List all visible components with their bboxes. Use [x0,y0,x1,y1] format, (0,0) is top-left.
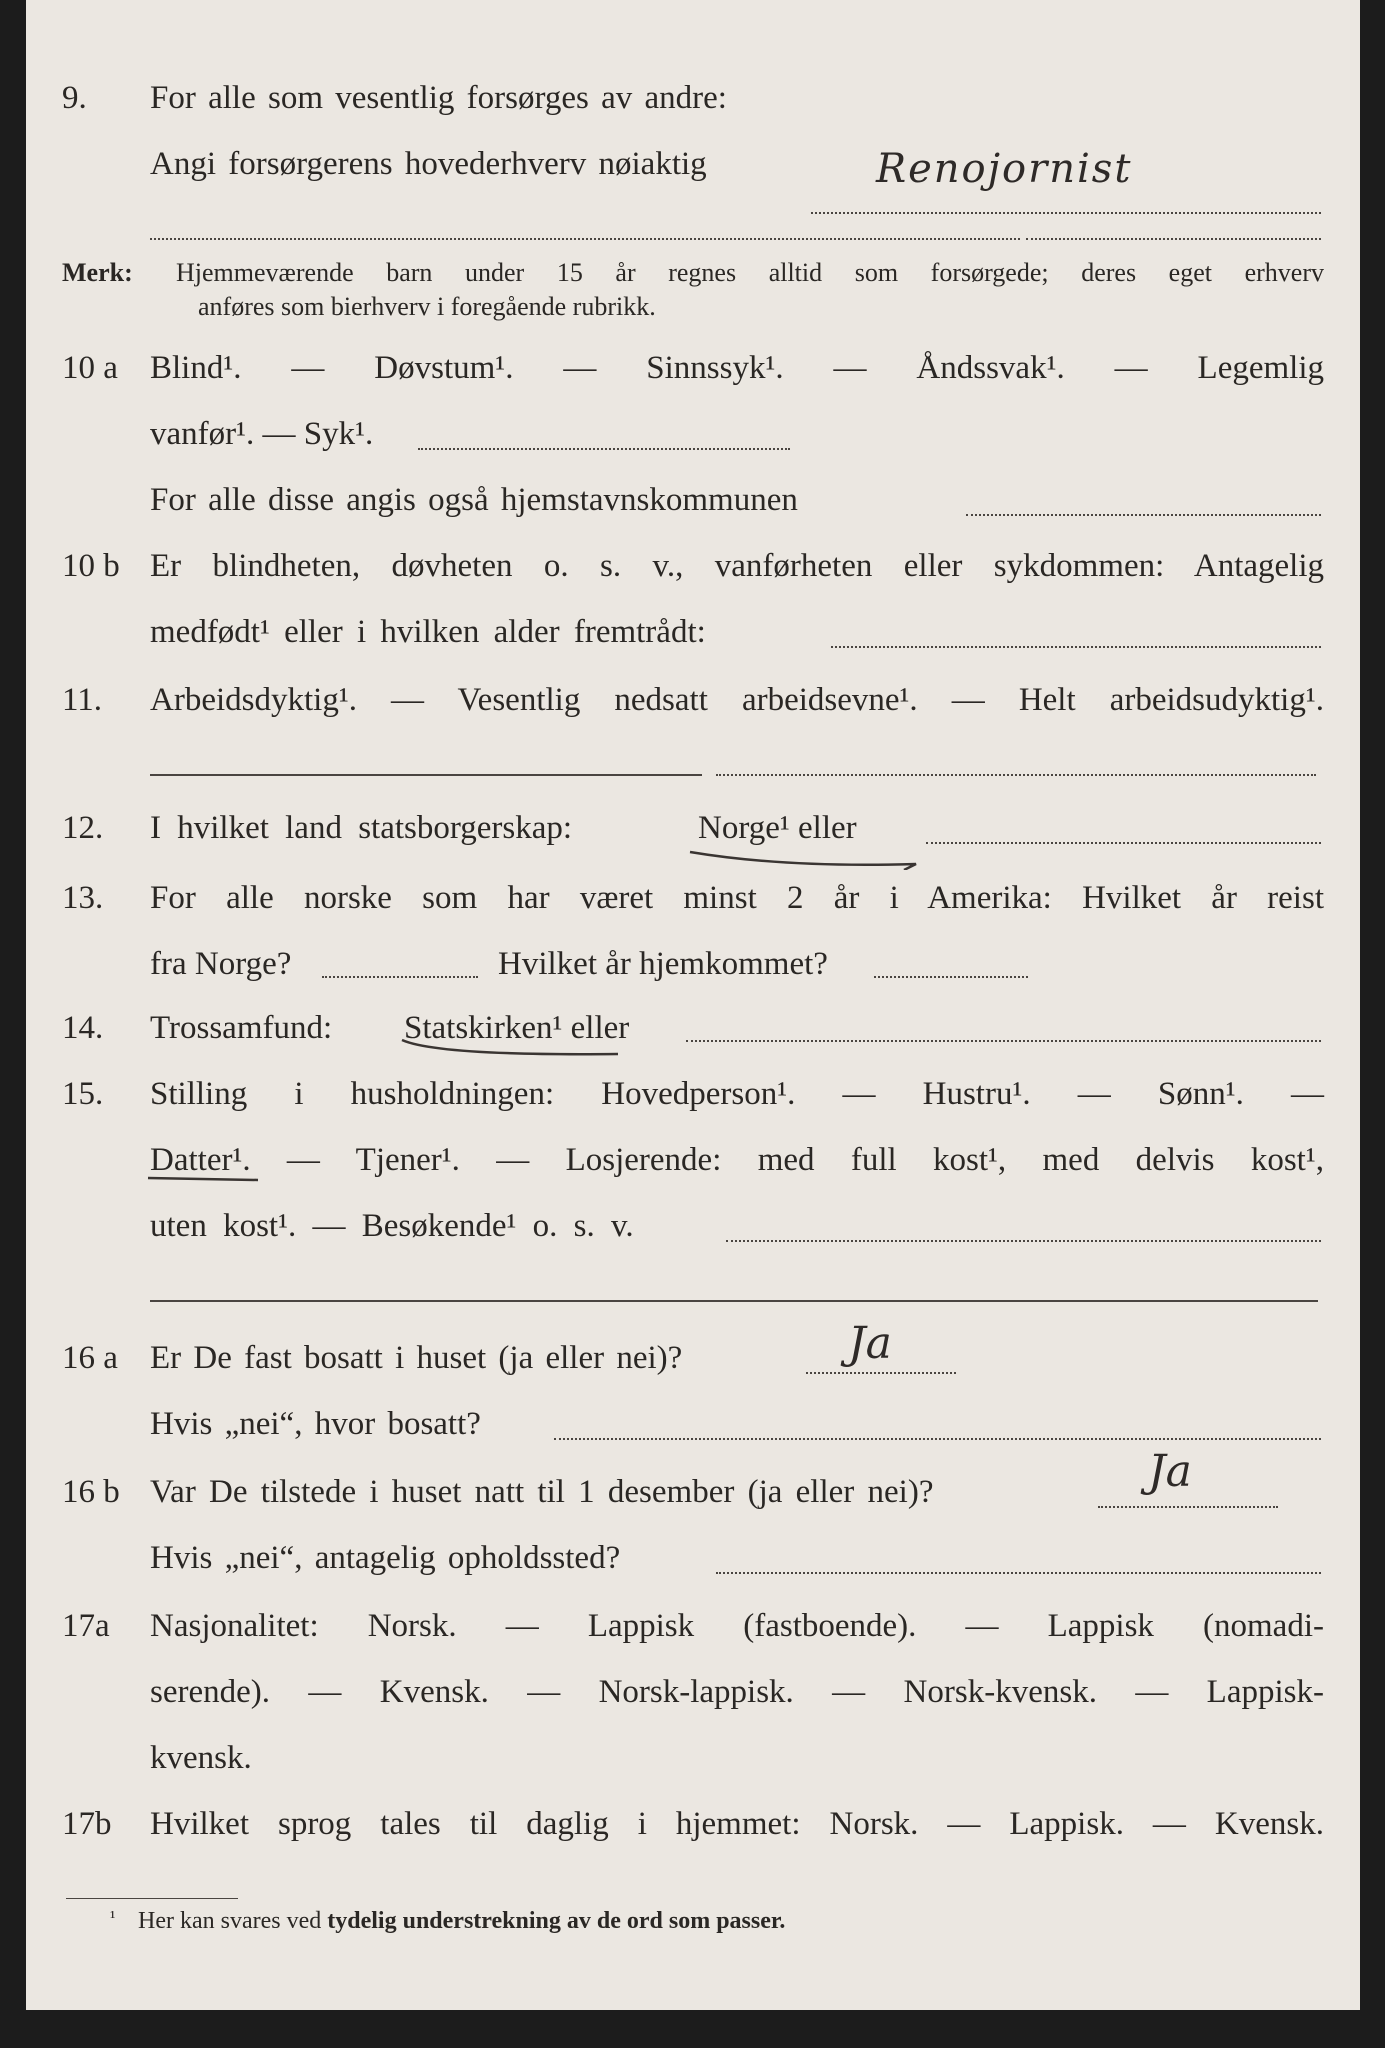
q12-number: 12. [62,810,104,846]
q9-handwritten-answer: Renojornist [876,146,1133,192]
q15-rule [150,1300,1318,1302]
q9-line-1 [26,76,1360,120]
q14-dotline [686,1040,1321,1042]
q16a-handwritten-answer: Ja [848,1318,892,1369]
q10b-alder-dotline [831,646,1321,648]
q9-number: 9. [62,80,87,116]
q17a-text-3: kvensk. [150,1740,252,1776]
q16a-text-2: Hvis „nei“, hvor bosatt? [150,1406,481,1442]
q11-line-1 [26,678,1360,722]
q10a-kommune-dotline [966,514,1321,516]
q11-rule-2 [716,774,1316,776]
q13-reist-dotline [322,976,478,978]
merk-text-2: anføres som bierhverv i foregående rubrikk. [198,292,656,321]
q14-text-1: Trossamfund: [150,1010,333,1046]
q16a-number: 16 a [62,1340,118,1376]
q11-number: 11. [62,682,103,718]
q13-text-2a: fra Norge? [150,946,292,982]
q13-line-2 [26,942,1360,986]
q12-underline-mark [686,840,926,870]
q17b-number: 17b [62,1806,112,1842]
merk-text-1: Hjemmeværende barn under 15 år regnes alltid som forsørgede; deres eget erhverv [176,258,1324,287]
q9-text-2: Angi forsørgerens hovederhverv nøiaktig [150,146,707,182]
q9-line-2 [26,142,1360,186]
footnote-marker: ¹ [110,1907,116,1927]
q10a-line-1 [26,346,1360,390]
q10b-text-1: Er blindheten, døvheten o. s. v., vanførheten eller sykdommen: Antagelig [150,548,1324,584]
q16b-handwritten-answer: Ja [1148,1446,1192,1497]
q11-text-1: Arbeidsdyktig¹. — Vesentlig nedsatt arbeidsevne¹. — Helt arbeidsudyktig¹. [150,682,1324,718]
q15-datter-underline-mark [146,1170,266,1186]
q9-extra-dotline-2 [1026,238,1321,240]
q12-answer-underlined: Norge¹ eller [698,810,857,846]
footnote-text-bold: tydelig understrekning av de ord som passer. [327,1908,786,1934]
footnote-text-plain: Her kan svares ved [138,1908,322,1934]
q9-extra-dotline-1 [150,238,1020,240]
q11-rule-1 [150,774,702,776]
q14-answer-underlined: Statskirken¹ eller [404,1010,630,1046]
q14-line-1 [26,1006,1360,1050]
merk-line-2 [26,290,1360,324]
q16a-dotline-2 [554,1438,1321,1440]
footnote-rule [66,1898,238,1899]
q17b-line-1 [26,1802,1360,1846]
q9-answer-dotline [811,212,1321,214]
q17b-text-1: Hvilket sprog tales til daglig i hjemmet: Norsk. — Lappisk. — Kvensk. [150,1806,1324,1842]
q15-number: 15. [62,1076,104,1112]
q13-hjemkommet-dotline [874,976,1028,978]
q16b-dotline-1 [1098,1506,1278,1508]
q15-text-3: uten kost¹. — Besøkende¹ o. s. v. [150,1208,634,1244]
q10b-line-1 [26,544,1360,588]
q10b-text-2: medfødt¹ eller i hvilken alder fremtrådt: [150,614,706,650]
q12-dotline [926,842,1321,844]
q9-text-1: For alle som vesentlig forsørges av andre: [150,80,727,116]
q16a-line-1 [26,1336,1360,1380]
q16b-text-2: Hvis „nei“, antagelig opholdssted? [150,1540,621,1576]
q15-text-2: Datter¹. — Tjener¹. — Losjerende: med full kost¹, med delvis kost¹, [150,1142,1324,1178]
q14-underline-mark [398,1034,638,1058]
q15-line-1 [26,1072,1360,1116]
q10a-syk-dotline [418,448,790,450]
merk-label: Merk: [62,258,133,287]
q13-number: 13. [62,880,104,916]
q13-text-2b: Hvilket år hjemkommet? [498,946,828,982]
footnote-text [138,1904,785,1938]
q13-text-1: For alle norske som har været minst 2 år i Amerika: Hvilket år reist [150,880,1324,916]
q15-text-1: Stilling i husholdningen: Hovedperson¹. — Hustru¹. — Sønn¹. — [150,1076,1324,1112]
census-form-page [26,0,1360,2010]
q16b-text-1: Var De tilstede i huset natt til 1 desember (ja eller nei)? [150,1474,934,1510]
q13-line-1 [26,876,1360,920]
q17a-text-2: serende). — Kvensk. — Norsk-lappisk. — Norsk-kvensk. — Lappisk- [150,1674,1324,1710]
q14-number: 14. [62,1010,104,1046]
q16a-dotline-1 [806,1372,956,1374]
q17a-line-2 [26,1670,1360,1714]
q17a-text-1: Nasjonalitet: Norsk. — Lappisk (fastboende). — Lappisk (nomadi- [150,1608,1324,1644]
q16a-text-1: Er De fast bosatt i huset (ja eller nei)? [150,1340,683,1376]
q15-dotline [726,1240,1321,1242]
q17a-number: 17a [62,1608,110,1644]
q16b-dotline-2 [716,1572,1321,1574]
merk-line-1 [26,256,1360,290]
q10a-text-2: vanfør¹. — Syk¹. [150,416,374,452]
q10a-text-3: For alle disse angis også hjemstavnskommunen [150,482,798,518]
q10a-number: 10 a [62,350,118,386]
q10b-number: 10 b [62,548,120,584]
q17a-line-3 [26,1736,1360,1780]
q17a-line-1 [26,1604,1360,1648]
footnote [26,1904,1360,1938]
q16b-number: 16 b [62,1474,120,1510]
q10a-text-1: Blind¹. — Døvstum¹. — Sinnssyk¹. — Åndssvak¹. — Legemlig [150,350,1324,386]
q12-text-1: I hvilket land statsborgerskap: [150,810,573,846]
